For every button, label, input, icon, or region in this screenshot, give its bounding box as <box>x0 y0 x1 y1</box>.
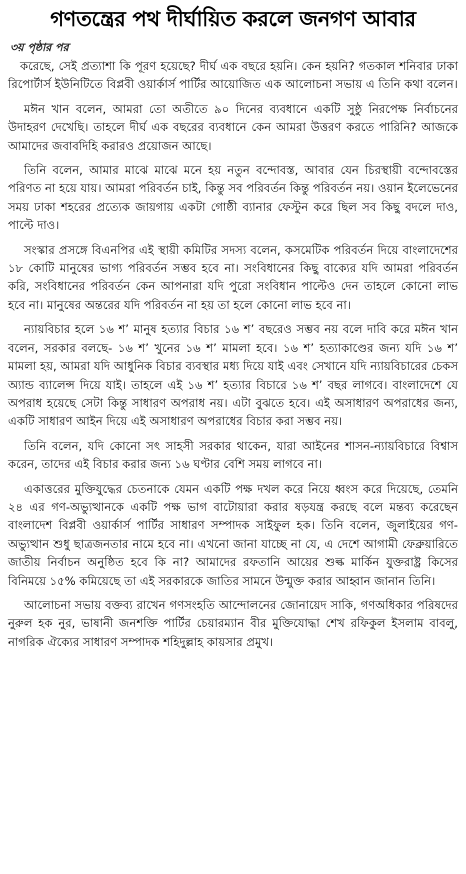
article-paragraph: আলোচনা সভায় বক্তব্য রাখেন গণসংহতি আন্দোলনের জোনায়েদ সাকি, গণঅধিকার পরিষদের নুরুল হক নুর, ভাষানী জনশক্তি পার্টির চেয়ারম্যান বীর মুক্তিযোদ্ধা শেখ রফিকুল ইসলাম বাবলু, নাগরিক ঐক্যের সাধারণ সম্পাদক শহিদুল্লাহ কায়সার প্রমুখ। <box>8 597 458 649</box>
article-body <box>8 57 458 651</box>
article-paragraph: করেছে, সেই প্রত্যাশা কি পূরণ হয়েছে? দীর্ঘ এক বছরে হয়নি। কেন হয়নি? গতকাল শনিবার ঢাকা রিপোর্টার্স ইউনিটিতে বিপ্লবী ওয়ার্কার্স পার্টির আয়োজিত এক আলোচনা সভায় এ তিনি কথা বলেন। <box>8 59 458 92</box>
article-headline: গণতন্ত্রের পথ দীর্ঘায়িত করলে জনগণ আবার <box>50 7 416 31</box>
article-paragraph: ন্যায়বিচার হলে ১৬ শ’ মানুষ হত্যার বিচার ১৬ শ’ বছরেও সম্ভব নয় বলে দাবি করে মঈন খান বলেন, সরকার বলছে- ১৬ শ’ খুনের ১৬ শ’ মামলা হবে। ১৬ শ’ হত্যাকাণ্ডের জন্য যদি ১৬ শ’ মামলা হয়, আমরা যদি আধুনিক বিচার ব্যবস্থার মধ্য দিয়ে যাই এবং সেখানে যদি ন্যায়বিচারের চেকস অ্যান্ড ব্যালেন্স দিয়ে যাই। তাহলে এই ১৬ শ’ হত্যার বিচারে ১৬ শ’ বছর লাগবে। বাংলাদেশে যে অপরাধ হয়েছে সেটা কিন্তু সাধারণ অপরাধ নয়। এটা বুঝতে হবে। এই অসাধারণ অপরাধের জন্য, একটি সাধারণ আইন দিয়ে এই অসাধারণ অপরাধের বিচার করা সম্ভব নয়। <box>8 322 458 429</box>
article-paragraph: সংস্কার প্রসঙ্গে বিএনপির এই স্থায়ী কমিটির সদস্য বলেন, কসমেটিক পরিবর্তন দিয়ে বাংলাদেশের ১৮ কোটি মানুষের ভাগ্য পরিবর্তন সম্ভব হবে না। সংবিধানের কিছু বাক্যের যদি আমরা পরিবর্তন করি, সংবিধানের পরিবর্তন কেন আপনারা যদি পুরো সংবিধান পাল্টেও দেন তাহলে কোনো লাভ হবে না। মানুষের অন্তরের যদি পরিবর্তন না হয় তা হলে কোনো লাভ হবে না। <box>8 242 458 312</box>
article-paragraph: মঈন খান বলেন, আমরা তো অতীতে ৯০ দিনের ব্যবধানে একটি সুষ্ঠু নিরপেক্ষ নির্বাচনের উদাহরণ দেখেছি। তাহলে দীর্ঘ এক বছরের ব্যবধানে কেন আমরা উত্তরণ করতে পারিনি? আজকে আমাদের জবাবদিহি করারও প্রয়োজন আছে। <box>8 101 458 153</box>
continued-from-label: ৩য় পৃষ্ঠার পর <box>10 41 69 54</box>
article-paragraph: তিনি বলেন, আমার মাঝে মাঝে মনে হয় নতুন বন্দোবস্ত, আবার যেন চিরস্থায়ী বন্দোবস্তের পরিণত না হয়ে যায়। আমরা পরিবর্তন চাই, কিন্তু সব পরিবর্তন কিন্তু পরিবর্তন নয়। ওয়ান ইলেভেনের সময় ঢাকা শহরের প্রত্যেক জায়গায় একটা গোষ্ঠী ব্যানার ফেস্টুন করে ছিল সব কিছু বদলে দাও, পাল্টে দাও। <box>8 163 458 233</box>
article-paragraph: তিনি বলেন, যদি কোনো সৎ সাহসী সরকার থাকেন, যারা আইনের শাসন-ন্যায়বিচারে বিশ্বাস করেন, তাদের এই বিচার করার জন্য ১৬ ঘণ্টার বেশি সময় লাগবে না। <box>8 438 458 472</box>
article-paragraph: একাত্তরের মুক্তিযুদ্ধের চেতনাকে যেমন একটি পক্ষ দখল করে নিয়ে ধ্বংস করে দিয়েছে, তেমনি ২৪ এর গণ-অভ্যুত্থানকে একটি পক্ষ ভাগ বাটোয়ারা করার ষড়যন্ত্র করছে বলে মন্তব্য করেছেন বাংলাদেশ বিপ্লবী ওয়ার্কার্স পার্টির সাধারণ সম্পাদক সাইফুল হক। তিনি বলেন, জুলাইয়ের গণ-অভ্যুত্থান শুধু ছাত্রজনতার নামে হবে না। এখনো জানা যাচ্ছে না যে, এ দেশে আগামী ফেব্রুয়ারিতে জাতীয় নির্বাচন অনুষ্ঠিত হবে কি না? আমাদের রফতানি আয়ের শুল্ক মার্কিন যুক্তরাষ্ট্র কিসের বিনিময়ে ১৫% কমিয়েছে তা এই সরকারকে জাতির সামনে উন্মুক্ত করার আহ্বান জানান তিনি। <box>8 481 459 588</box>
